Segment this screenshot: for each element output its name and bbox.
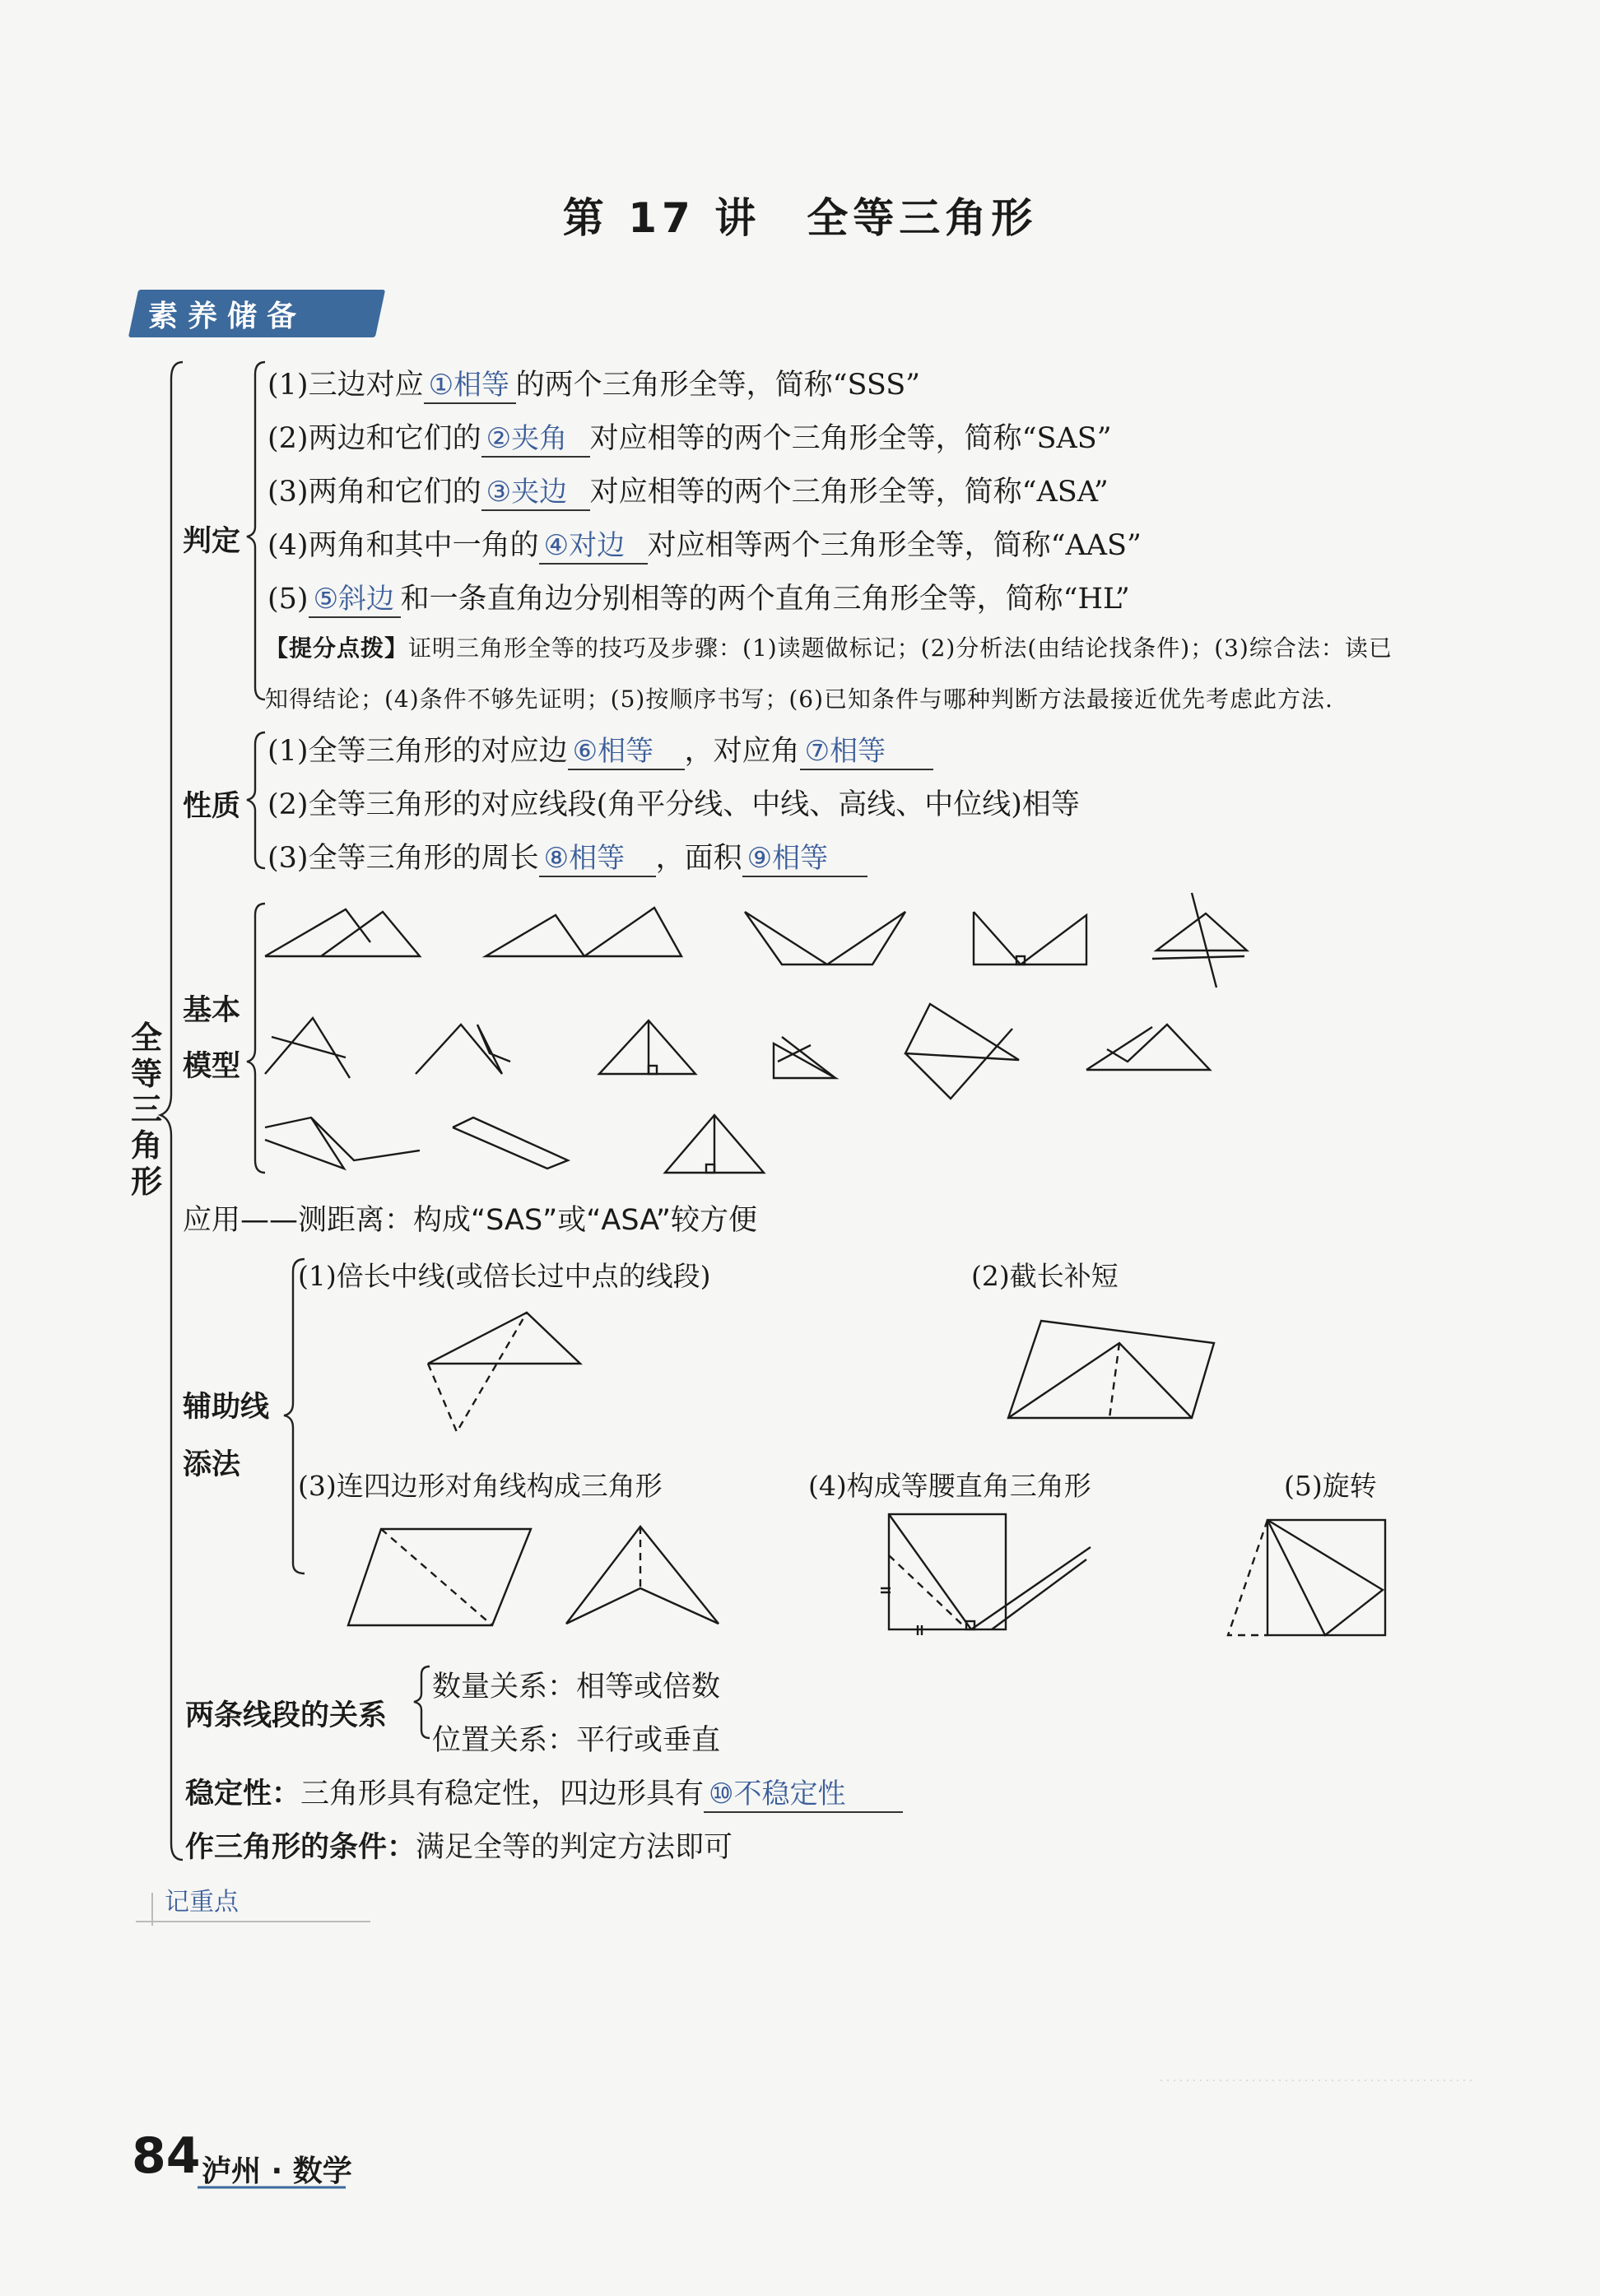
tip-line-2: 知得结论；(4)条件不够先证明；(5)按顺序书写；(6)已知条件与哪种判断方法最接近优先考虑此方法. — [265, 686, 1333, 713]
judge-label: 判定 — [183, 525, 241, 558]
props-item-3: (3)全等三角形的周长 ⑧相等 ，面积 ⑨相等 — [267, 835, 867, 877]
page-subtitle: 泸州 · 数学 — [202, 2154, 352, 2188]
relation-position: 位置关系：平行或垂直 — [432, 1724, 721, 1757]
props-label: 性质 — [183, 790, 241, 823]
props-item-2: (2)全等三角形的对应线段(角平分线、中线、高线、中位线)相等 — [267, 788, 1080, 821]
aux-case-4: (4)构成等腰直角三角形 — [808, 1470, 1091, 1502]
stability-line: 稳定性：三角形具有稳定性，四边形具有 ⑩不稳定性 — [185, 1771, 903, 1813]
props-item-1: (1)全等三角形的对应边 ⑥相等 ，对应角 ⑦相等 — [267, 728, 933, 770]
page-number: 84 — [132, 2127, 201, 2185]
blank-1: ①相等 — [424, 362, 516, 404]
construct-line: 作三角形的条件：满足全等的判定方法即可 — [185, 1831, 733, 1864]
aux-case-1: (1)倍长中线(或倍长过中点的线段) — [298, 1260, 711, 1292]
judge-item-5: (5) ⑤斜边 和一条直角边分别相等的两个直角三角形全等，简称“HL” — [267, 576, 1130, 618]
blank-2: ②夹角 — [481, 416, 590, 458]
root-label: 全 等 三 角 形 — [130, 1020, 162, 1200]
judge-item-2: (2)两边和它们的 ②夹角 对应相等的两个三角形全等，简称“SAS” — [267, 416, 1112, 458]
relation-label: 两条线段的关系 — [185, 1699, 388, 1732]
tip-line-1: 【提分点拨】证明三角形全等的技巧及步骤：(1)读题做标记；(2)分析法(由结论找条件)；(3)综合法：读已 — [265, 634, 1393, 662]
blank-3: ③夹边 — [481, 469, 590, 511]
notes-label: 记重点 — [165, 1888, 239, 1917]
blank-7: ⑦相等 — [800, 728, 933, 770]
aux-case-5: (5)旋转 — [1284, 1470, 1377, 1502]
aux-case-3: (3)连四边形对角线构成三角形 — [298, 1470, 663, 1502]
blank-4: ④对边 — [539, 523, 648, 565]
aux-case-2: (2)截长补短 — [971, 1260, 1119, 1292]
blank-8: ⑧相等 — [539, 835, 656, 877]
models-label-1: 基本 — [183, 994, 241, 1027]
blank-6: ⑥相等 — [568, 728, 685, 770]
blank-10: ⑩不稳定性 — [704, 1771, 903, 1813]
application-line: 应用——测距离：构成“SAS”或“ASA”较方便 — [183, 1204, 757, 1237]
aux-label-2: 添法 — [183, 1448, 241, 1481]
relation-quantity: 数量关系：相等或倍数 — [432, 1671, 721, 1703]
judge-item-3: (3)两角和它们的 ③夹边 对应相等的两个三角形全等，简称“ASA” — [267, 469, 1109, 511]
page-title: 第 17 讲 全等三角形 — [562, 194, 1038, 242]
judge-item-4: (4)两角和其中一角的 ④对边 对应相等两个三角形全等，简称“AAS” — [267, 523, 1142, 565]
section-badge-label: 素养储备 — [148, 300, 307, 333]
blank-5: ⑤斜边 — [309, 576, 401, 618]
aux-label-1: 辅助线 — [183, 1391, 270, 1424]
models-label-2: 模型 — [183, 1050, 241, 1083]
blank-9: ⑨相等 — [742, 835, 867, 877]
judge-item-1: (1)三边对应 ①相等 的两个三角形全等，简称“SSS” — [267, 362, 920, 404]
